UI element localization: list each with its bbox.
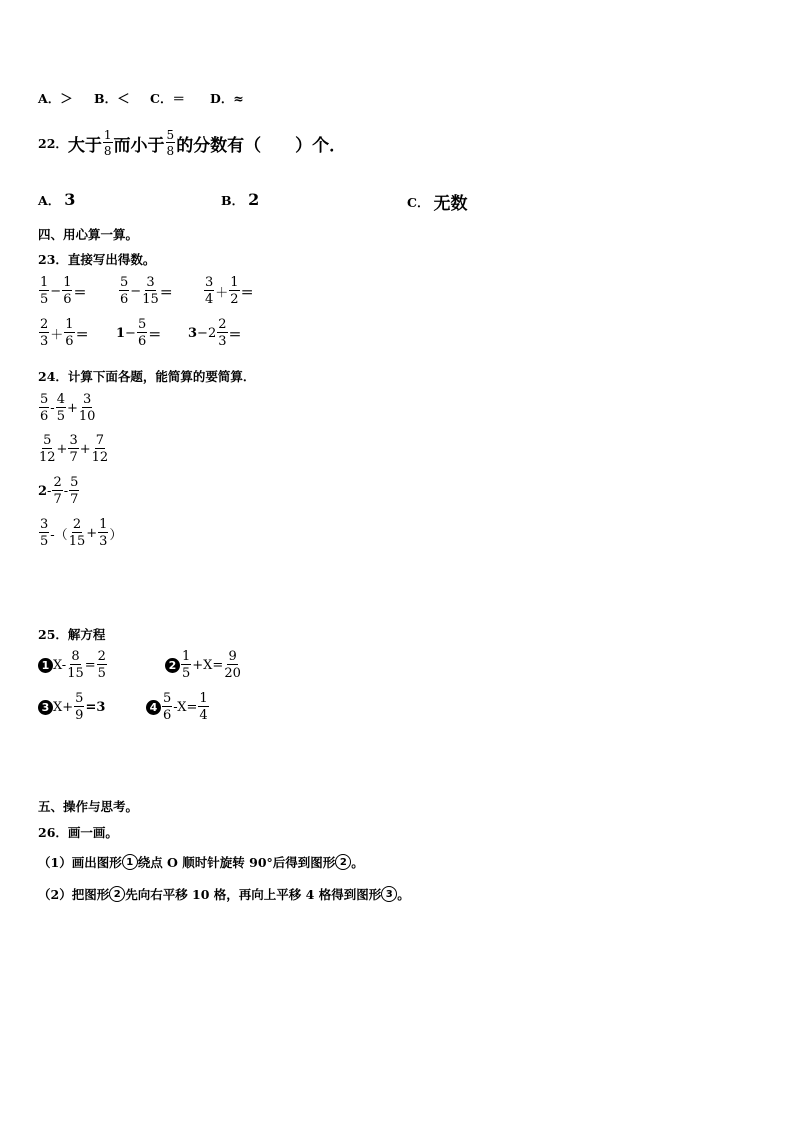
numerator: 2 (218, 317, 227, 332)
fraction (39, 393, 49, 423)
fraction (39, 518, 49, 548)
denominator: 7 (53, 492, 62, 507)
fraction (137, 318, 147, 348)
denominator: 12 (39, 450, 56, 465)
equals: ＝ (228, 327, 242, 343)
numerator: 7 (95, 433, 105, 448)
q26-part-1 (38, 853, 364, 871)
numerator: 3 (40, 517, 49, 532)
denominator: 3 (218, 334, 227, 349)
operator: + (66, 400, 78, 416)
circled-number: 3 (38, 700, 53, 715)
numerator: 5 (120, 275, 129, 290)
fraction (162, 692, 172, 722)
denominator: 10 (78, 409, 96, 424)
q22-option-a (38, 190, 75, 209)
fraction (68, 434, 78, 464)
fraction (142, 276, 159, 306)
denominator: 12 (91, 450, 109, 465)
numerator: 3 (205, 275, 214, 290)
denominator: 3 (99, 534, 108, 549)
numerator: 1 (182, 649, 191, 664)
section-4-title: 四、用心算一算。 (38, 227, 139, 242)
fraction (69, 476, 79, 506)
equals: ＝ (75, 327, 89, 343)
denominator: 5 (40, 292, 49, 307)
fraction (92, 434, 109, 464)
denominator: 20 (224, 666, 241, 681)
fraction (67, 650, 84, 680)
equals: ＝ (73, 285, 87, 301)
q24-expr-3 (38, 476, 80, 506)
fraction (217, 318, 227, 348)
circled-number: 3 (381, 886, 397, 902)
operator: + (86, 525, 98, 541)
numerator: 5 (166, 128, 175, 142)
denominator: 6 (163, 708, 172, 723)
denominator: 6 (65, 334, 74, 349)
q22-fraction-1 (103, 129, 113, 157)
q21-option-c: C．＝ (150, 91, 185, 106)
q22-fraction-2 (166, 129, 176, 157)
denominator: 15 (142, 292, 159, 307)
circled-number: 1 (122, 854, 138, 870)
text: 先向右平移 10 格，再向上平移 4 格得到图形 (125, 887, 382, 902)
numerator: 3 (83, 392, 92, 407)
circled-number: 2 (109, 886, 125, 902)
equals: = (84, 657, 96, 673)
operator: − (125, 325, 136, 341)
option-label: C． (407, 194, 430, 210)
fraction (62, 276, 72, 306)
q23-expr-4 (38, 318, 89, 348)
whole-number: 1 (116, 325, 126, 341)
denominator: 2 (230, 292, 239, 307)
operator: + (56, 441, 68, 457)
operator: ＋ (215, 285, 229, 301)
numerator: 9 (228, 649, 237, 664)
q24-expr-1 (38, 393, 96, 423)
equals: ＝ (240, 285, 254, 301)
q23-expr-5 (116, 318, 161, 348)
denominator: 5 (56, 409, 65, 424)
numerator: 1 (103, 128, 112, 142)
operator: −2 (197, 325, 217, 341)
fraction (56, 393, 66, 423)
option-value: 3 (64, 190, 76, 209)
text: （1）画出图形 (38, 855, 122, 870)
denominator: 8 (103, 144, 112, 158)
numerator: 5 (43, 433, 52, 448)
numerator: 1 (99, 517, 108, 532)
q26-title: 26．画一画。 (38, 825, 118, 840)
denominator: 5 (40, 534, 49, 549)
denominator: 15 (68, 534, 86, 549)
equation-text: X+ (53, 699, 74, 715)
text: （2）把图形 (38, 887, 110, 902)
fraction (224, 650, 241, 680)
text: 绕点 O 顺时针旋转 90°后得到图形 (137, 855, 336, 870)
fraction (64, 318, 74, 348)
q21-option-a: A．＞ (38, 91, 73, 106)
numerator: 3 (146, 275, 155, 290)
q22-mid: 而小于 (113, 135, 165, 156)
equation-text: -X= (173, 699, 198, 715)
operator: + (79, 441, 91, 457)
text: 。 (351, 855, 364, 870)
q25-equation-4 (146, 692, 210, 722)
equals: ＝ (159, 285, 173, 301)
q23-title: 23．直接写出得数。 (38, 252, 156, 267)
denominator: 6 (120, 292, 129, 307)
q26-part-2 (38, 885, 410, 903)
fraction (181, 650, 191, 680)
q22-question (38, 129, 346, 157)
fraction (79, 393, 96, 423)
fraction (98, 518, 108, 548)
denominator: 4 (199, 708, 208, 723)
denominator: 9 (75, 708, 84, 723)
denominator: 7 (70, 492, 79, 507)
numerator: 1 (230, 275, 239, 290)
equation-text: X- (53, 657, 67, 673)
numerator: 5 (40, 392, 49, 407)
numerator: 2 (97, 649, 106, 664)
q22-pre: 大于 (67, 135, 102, 156)
q22-post: 的分数有（ ）个． (176, 135, 347, 156)
q25-equation-3 (38, 692, 105, 722)
numerator: 5 (75, 691, 84, 706)
circled-number: 1 (38, 658, 53, 673)
circled-number: 2 (165, 658, 180, 673)
q23-expr-2 (118, 276, 173, 306)
option-value: 无数 (433, 194, 468, 214)
q24-expr-4 (38, 518, 122, 548)
section-5-title: 五、操作与思考。 (38, 799, 139, 814)
denominator: 5 (182, 666, 191, 681)
denominator: 15 (67, 666, 84, 681)
operator: - (63, 483, 69, 499)
numerator: 1 (65, 317, 74, 332)
option-value: 2 (248, 190, 260, 209)
numerator: 1 (40, 275, 49, 290)
denominator: 5 (97, 666, 106, 681)
text: 。 (397, 887, 410, 902)
numerator: 2 (72, 517, 82, 532)
q22-option-b (221, 190, 259, 209)
q22-option-c (407, 189, 467, 214)
q23-expr-6 (188, 318, 242, 348)
operator: − (130, 283, 142, 299)
q23-expr-3 (203, 276, 254, 306)
operator: - (50, 400, 55, 416)
fraction (39, 318, 49, 348)
numerator: 5 (163, 691, 172, 706)
numerator: 4 (56, 392, 65, 407)
equals: ＝ (148, 327, 162, 343)
whole-number: 2 (38, 483, 48, 499)
q23-expr-1 (38, 276, 86, 306)
whole-number: 3 (188, 325, 198, 341)
q25-title: 25．解方程 (38, 627, 106, 642)
option-label: B． (221, 192, 245, 208)
q24-title: 24．计算下面各题，能简算的要简算． (38, 369, 256, 384)
q21-option-d: D．≈ (210, 91, 244, 106)
numerator: 8 (71, 649, 80, 664)
fraction (52, 476, 62, 506)
fraction (74, 692, 84, 722)
denominator: 3 (40, 334, 49, 349)
denominator: 8 (166, 144, 175, 158)
fraction (229, 276, 239, 306)
numerator: 1 (199, 691, 208, 706)
q24-expr-2 (38, 434, 109, 464)
q25-equation-1 (38, 650, 108, 680)
circled-number: 4 (146, 700, 161, 715)
numerator: 5 (137, 317, 147, 332)
fraction (39, 276, 49, 306)
fraction (119, 276, 129, 306)
q21-option-b: B．＜ (94, 91, 130, 106)
operator: − (50, 283, 62, 299)
denominator: 6 (40, 409, 49, 424)
circled-number: 2 (335, 854, 351, 870)
numerator: 3 (69, 433, 78, 448)
fraction (97, 650, 107, 680)
numerator: 2 (40, 317, 49, 332)
equation-text: +X= (192, 657, 224, 673)
equation-text: =3 (85, 699, 106, 715)
fraction (39, 434, 56, 464)
numerator: 1 (63, 275, 72, 290)
fraction (69, 518, 86, 548)
fraction (198, 692, 208, 722)
denominator: 7 (69, 450, 78, 465)
denominator: 4 (205, 292, 214, 307)
q25-equation-2 (165, 650, 242, 680)
numerator: 5 (70, 475, 79, 490)
operator: - (47, 483, 52, 499)
close-paren: ） (109, 527, 123, 543)
numerator: 2 (53, 475, 62, 490)
denominator: 6 (137, 334, 147, 349)
denominator: 6 (63, 292, 72, 307)
option-label: A． (38, 192, 61, 208)
q22-number: 22． (38, 136, 68, 151)
fraction (204, 276, 214, 306)
operator: -（ (50, 527, 68, 543)
operator: ＋ (50, 327, 64, 343)
